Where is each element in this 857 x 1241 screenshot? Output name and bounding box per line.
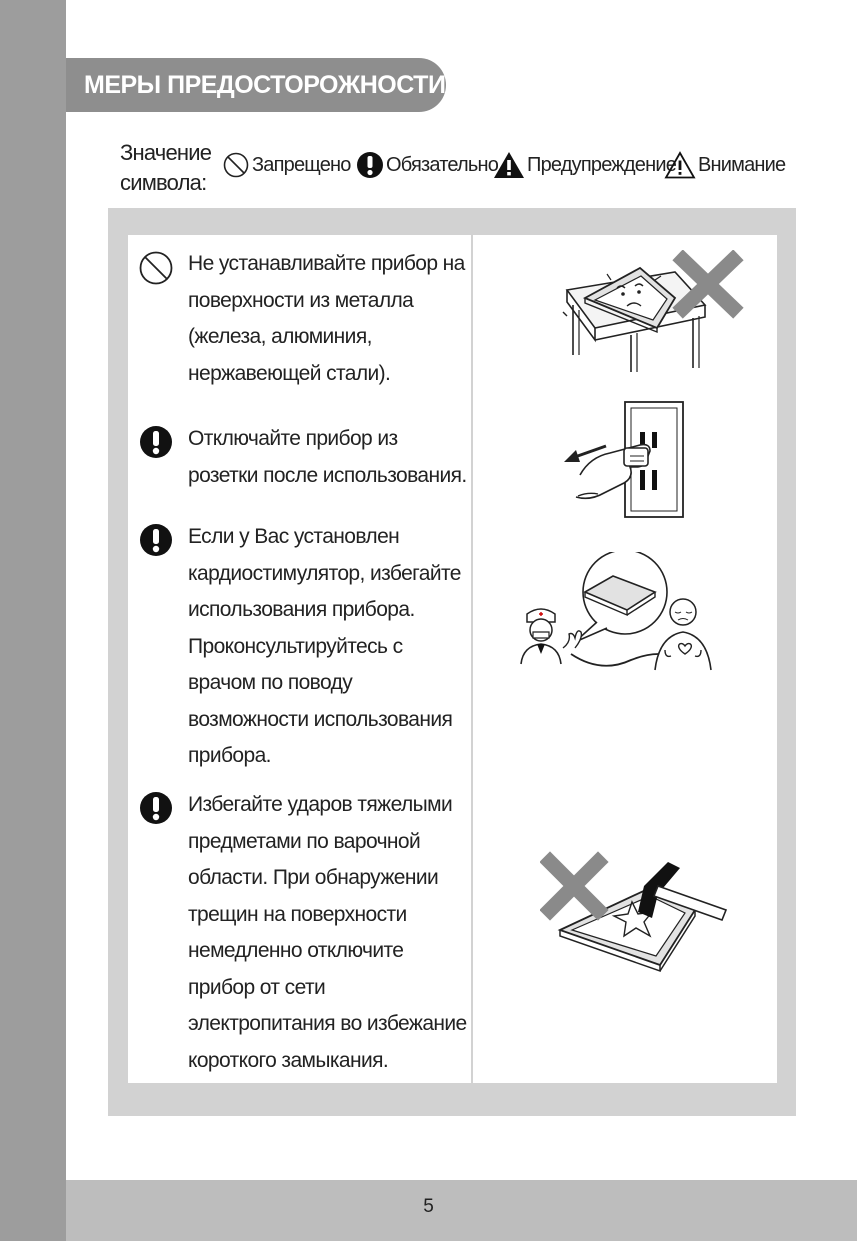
metal-table-illustration <box>555 250 745 380</box>
page-number: 5 <box>423 1196 434 1217</box>
section-title: МЕРЫ ПРЕДОСТОРОЖНОСТИ <box>66 58 446 112</box>
legend-label: Значение символа: <box>120 140 212 195</box>
warning-icon <box>493 151 525 179</box>
legend-item-warning: Предупреждение <box>493 150 676 180</box>
prohibited-icon <box>222 151 250 179</box>
legend-item-mandatory: Обязательно <box>356 150 498 180</box>
prohibited-icon <box>138 250 174 286</box>
hammer-impact-illustration <box>540 850 730 980</box>
caution-icon <box>664 151 696 179</box>
legend-item-prohibited: Запрещено <box>222 150 351 180</box>
legend-item-caution: Внимание <box>664 150 785 180</box>
mandatory-icon <box>139 791 173 825</box>
mandatory-icon <box>139 523 173 557</box>
mandatory-icon <box>139 425 173 459</box>
mandatory-icon <box>356 151 384 179</box>
pacemaker-doctor-illustration <box>515 552 730 677</box>
unplug-socket-illustration <box>560 400 690 520</box>
left-side-bar <box>0 0 66 1241</box>
